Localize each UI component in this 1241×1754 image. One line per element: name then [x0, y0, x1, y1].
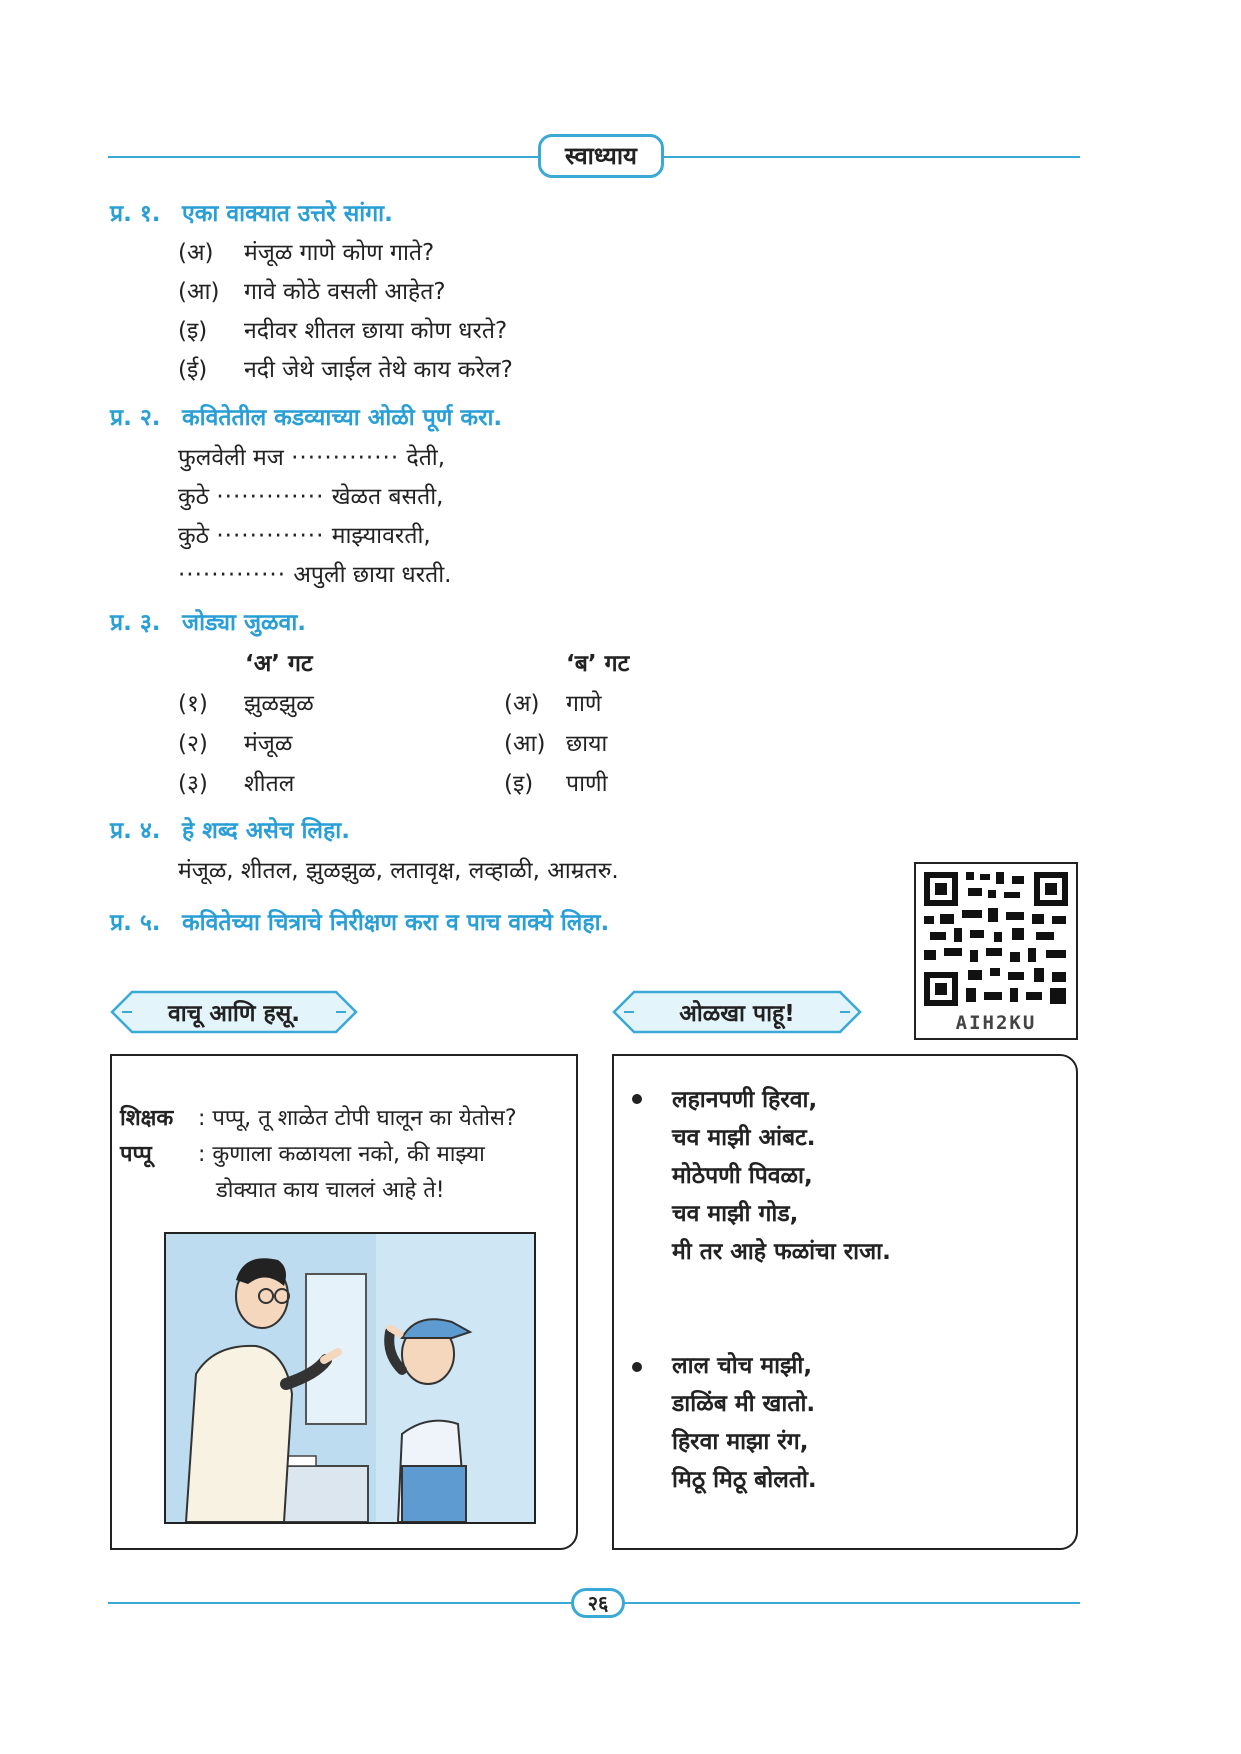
col-b-item: (आ) छाया: [504, 731, 608, 757]
col-b-header: ‘ब’ गट: [566, 651, 630, 677]
qr-code-text: AIH2KU: [955, 1012, 1037, 1034]
riddle1-line: लहानपणी हिरवा,: [672, 1087, 818, 1113]
q1-item: (इ) नदीवर शीतल छाया कोण धरते?: [178, 318, 508, 344]
joke-teacher-line: शिक्षक : पप्पू, तू शाळेत टोपी घालून का येतोस?: [120, 1102, 517, 1132]
question-4-title: हे शब्द असेच लिहा.: [182, 818, 350, 844]
q4-words: मंजूळ, शीतल, झुळझुळ, लतावृक्ष, लव्हाळी, आम्रतरु.: [178, 858, 619, 884]
question-3-label: प्र. ३.: [110, 610, 161, 636]
joke-banner-text: वाचू आणि हसू.: [168, 1001, 300, 1027]
q2-line: कुठे ············· खेळत बसती,: [178, 484, 444, 510]
riddle2-line: हिरवा माझा रंग,: [672, 1429, 809, 1455]
col-b-item: (इ) पाणी: [504, 771, 608, 797]
col-a-item: (३) शीतल: [178, 771, 295, 797]
bullet: [632, 1362, 642, 1372]
joke-student-line: पप्पू : कुणाला कळायला नको, की माझ्या: [120, 1138, 485, 1168]
qr-code-icon: [916, 864, 1076, 1014]
footer-rule-right: [624, 1602, 1080, 1604]
riddle1-line: चव माझी गोड,: [672, 1201, 799, 1227]
riddle1-line: मी तर आहे फळांचा राजा.: [672, 1239, 891, 1265]
riddle-banner-text: ओळखा पाहू!: [679, 1001, 795, 1027]
question-5-label: प्र. ५.: [110, 910, 161, 936]
question-5: [110, 905, 609, 937]
teacher-student-illustration: [166, 1234, 534, 1522]
q1-item: (अ) मंजूळ गाणे कोण गाते?: [178, 240, 435, 266]
q2-line: फुलवेली मज ············· देती,: [178, 445, 446, 471]
question-1-label: प्र. १.: [110, 201, 161, 227]
question-2-label: प्र. २.: [110, 405, 161, 431]
riddle-panel: [612, 1054, 1078, 1550]
question-4-label: प्र. ४.: [110, 818, 161, 844]
riddle2-line: लाल चोच माझी,: [672, 1353, 813, 1379]
col-a-item: (१) झुळझुळ: [178, 691, 314, 717]
header-rule-left: [108, 156, 540, 158]
bullet: [632, 1094, 642, 1104]
joke-student-line-cont: डोक्यात काय चाललं आहे ते!: [216, 1178, 445, 1203]
question-2-title: कवितेतील कडव्याच्या ओळी पूर्ण करा.: [182, 405, 503, 431]
qr-code[interactable]: [914, 862, 1078, 1040]
header-rule-right: [662, 156, 1080, 158]
question-4: [110, 813, 350, 845]
riddle2-line: मिठू मिठू बोलतो.: [672, 1467, 817, 1493]
speaker-teacher: शिक्षक: [120, 1106, 174, 1131]
question-3: [110, 605, 306, 637]
joke-banner: [110, 990, 358, 1034]
joke-panel: [110, 1054, 578, 1550]
page-number: २६: [571, 1588, 625, 1618]
classroom-illustration: [164, 1232, 536, 1524]
page-title: स्वाध्याय: [538, 134, 664, 178]
riddle1-line: मोठेपणी पिवळा,: [672, 1163, 813, 1189]
riddle2-line: डाळिंब मी खातो.: [672, 1391, 816, 1417]
q2-line: कुठे ············· माझ्यावरती,: [178, 523, 431, 549]
question-2: [110, 400, 502, 432]
riddle1-line: चव माझी आंबट.: [672, 1125, 816, 1151]
question-1-title: एका वाक्यात उत्तरे सांगा.: [182, 201, 393, 227]
question-3-title: जोड्या जुळवा.: [182, 610, 307, 636]
footer-rule-left: [108, 1602, 572, 1604]
speaker-student: पप्पू: [120, 1142, 152, 1167]
question-5-title: कवितेच्या चित्राचे निरीक्षण करा व पाच वाक्ये लिहा.: [182, 910, 610, 936]
riddle-banner: [612, 990, 862, 1034]
q2-line: ············· अपुली छाया धरती.: [178, 562, 452, 588]
q1-item: (आ) गावे कोठे वसली आहेत?: [178, 279, 446, 305]
q1-item: (ई) नदी जेथे जाईल तेथे काय करेल?: [178, 357, 513, 383]
question-1: [110, 196, 393, 228]
col-a-header: ‘अ’ गट: [245, 651, 313, 677]
col-b-item: (अ) गाणे: [504, 691, 602, 717]
col-a-item: (२) मंजूळ: [178, 731, 293, 757]
